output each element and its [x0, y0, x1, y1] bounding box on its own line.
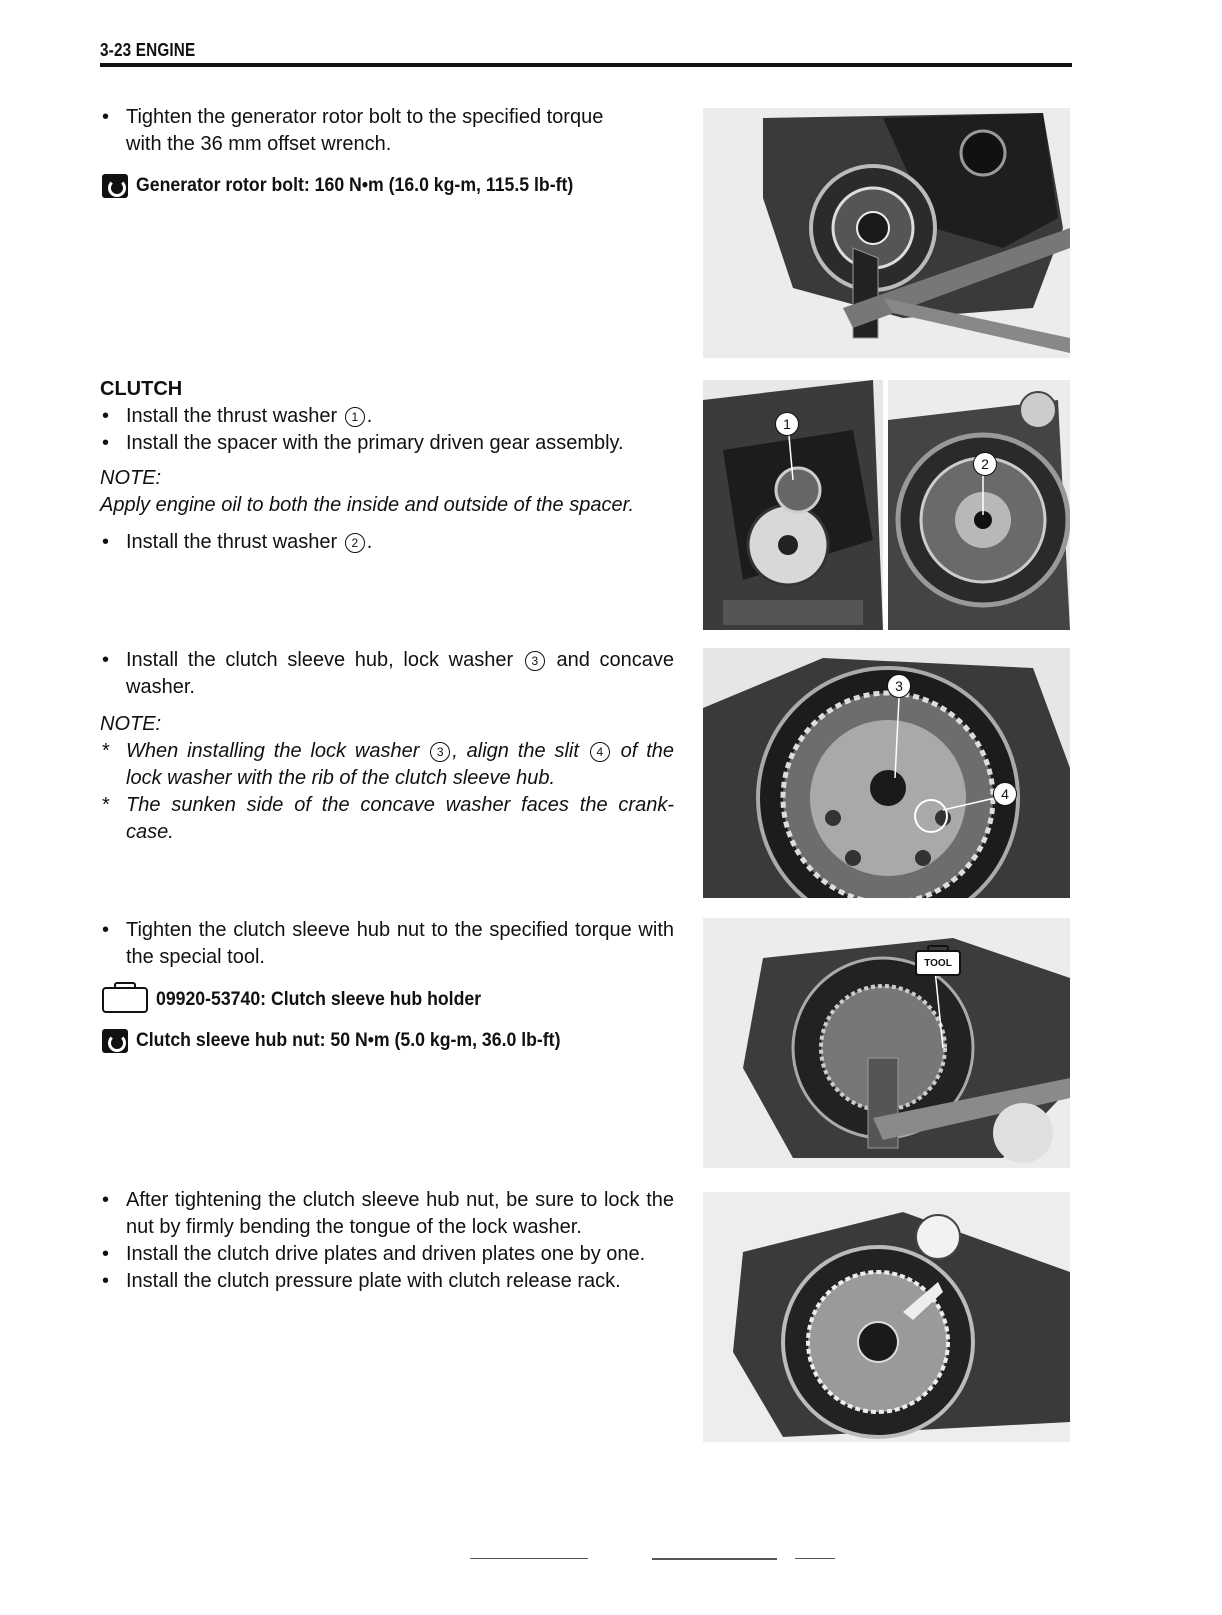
hubnut-torque-spec: Clutch sleeve hub nut: 50 N•m (5.0 kg-m, 36.0 lb-ft)	[102, 1029, 592, 1053]
photo-tool-badge: TOOL	[915, 950, 961, 976]
clutch-bullet-thrust-washer-1: • Install the thrust washer 1 .	[100, 403, 674, 430]
plates-instructions	[100, 1187, 674, 1295]
rotor-bullet: • Tighten the generator rotor bolt to the specified torque with the 36 mm offset wrench.	[100, 104, 674, 158]
hub-note-concave-washer: * The sunken side of the concave washer faces the crank-case.	[100, 792, 674, 846]
header-rule	[100, 63, 1072, 67]
photo-thrust-washer-1	[703, 380, 883, 630]
ref-marker-3b: 3	[430, 742, 450, 762]
rotor-instructions	[100, 104, 674, 158]
photo-ref-3: 3	[887, 674, 911, 698]
torque-wrench-icon	[102, 174, 128, 198]
photo-generator-rotor	[703, 108, 1070, 358]
photo-ref-2: 2	[973, 452, 997, 476]
hub-instructions	[100, 647, 674, 846]
hub-note-label: NOTE:	[100, 713, 162, 735]
special-tool-icon	[102, 987, 148, 1013]
photo-sleeve-hub	[703, 648, 1070, 898]
clutch-bullet-thrust-washer-2: • Install the thrust washer 2 .	[100, 529, 674, 556]
photo-thrust-washer-2	[888, 380, 1070, 630]
torque-wrench-icon	[102, 1029, 128, 1053]
footer-line-2	[652, 1558, 777, 1560]
photo-pressure-plate	[703, 1192, 1070, 1442]
plates-bullet-lock-nut: • After tightening the clutch sleeve hub nut, be sure to lock the nut by firmly bending the tongue of the lock washer.	[100, 1187, 674, 1241]
hubnut-bullet: • Tighten the clutch sleeve hub nut to the specified torque with the special tool.	[100, 917, 674, 971]
ref-marker-2: 2	[345, 533, 365, 553]
ref-marker-3: 3	[525, 651, 545, 671]
hubnut-tool-spec: 09920-53740: Clutch sleeve hub holder	[102, 987, 506, 1013]
plates-bullet-drive-plates: • Install the clutch drive plates and driven plates one by one.	[100, 1241, 674, 1268]
hub-note-lock-washer: * When installing the lock washer 3 , align the slit 4 of the lock washer with the rib of the clutch sleeve hub.	[100, 738, 674, 792]
clutch-heading: CLUTCH	[100, 378, 183, 400]
hub-bullet-install: • Install the clutch sleeve hub, lock washer 3 and concave washer.	[100, 647, 674, 701]
clutch-instructions	[100, 376, 674, 556]
plates-bullet-pressure-plate: • Install the clutch pressure plate with clutch release rack.	[100, 1268, 674, 1295]
rotor-torque-spec: Generator rotor bolt: 160 N•m (16.0 kg-m, 115.5 lb-ft)	[102, 174, 606, 198]
photo-ref-4: 4	[993, 782, 1017, 806]
ref-marker-1: 1	[345, 407, 365, 427]
clutch-note-label: NOTE:	[100, 467, 162, 489]
hubnut-instructions	[100, 917, 674, 971]
footer-line-1	[470, 1558, 588, 1559]
footer-line-3	[795, 1558, 835, 1559]
clutch-bullet-spacer: • Install the spacer with the primary driven gear assembly.	[100, 430, 674, 457]
clutch-note-text: Apply engine oil to both the inside and outside of the spacer.	[100, 494, 635, 516]
photo-hub-nut-tool	[703, 918, 1070, 1168]
page-title: 3-23 ENGINE	[100, 40, 196, 60]
ref-marker-4: 4	[590, 742, 610, 762]
photo-ref-1: 1	[775, 412, 799, 436]
page-header	[100, 40, 1070, 61]
